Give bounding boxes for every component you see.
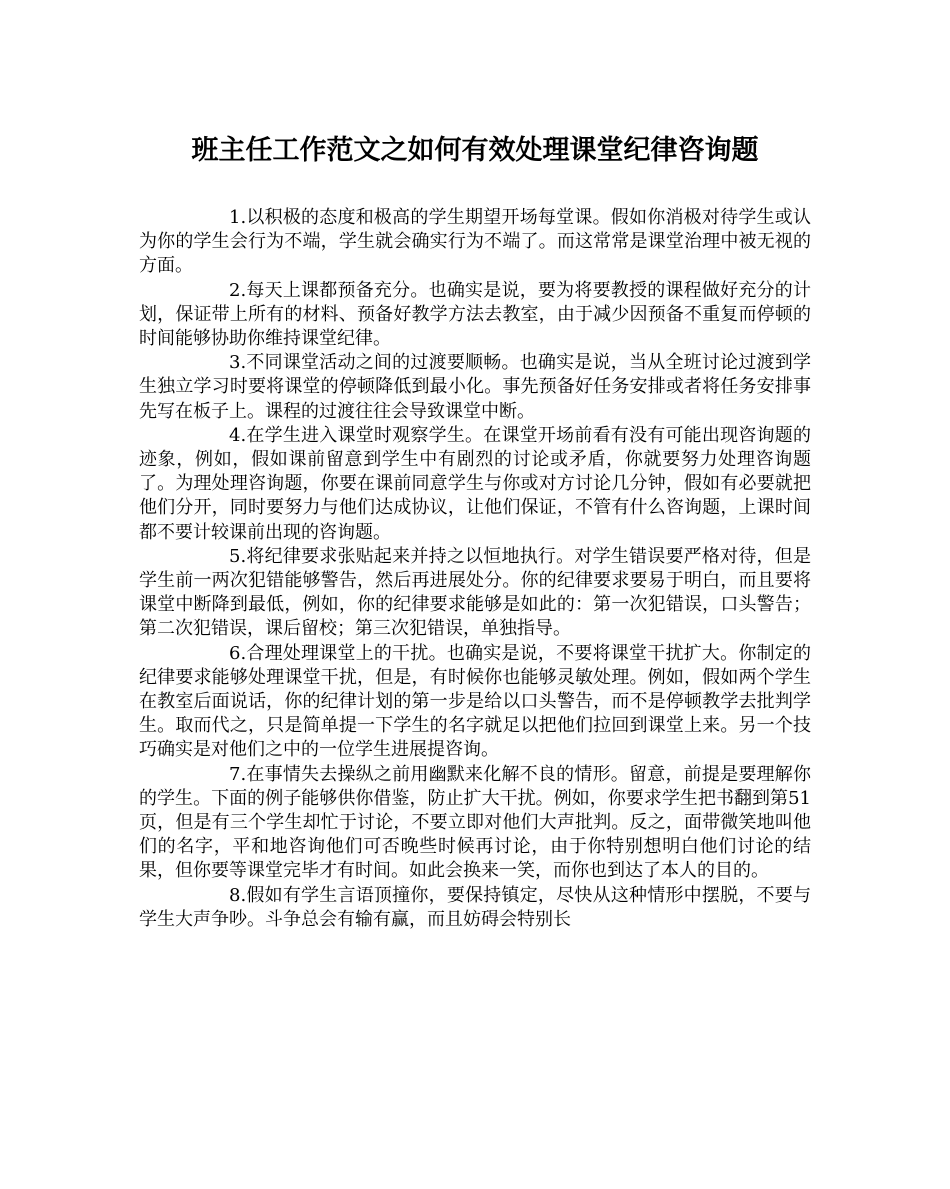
paragraph-8: 8.假如有学生言语顶撞你，要保持镇定，尽快从这种情形中摆脱，不要与学生大声争吵。斗争总会有输有赢，而且妨碍会特别长 <box>139 884 811 930</box>
document-title: 班主任工作范文之如何有效处理课堂纪律咨询题 <box>191 135 759 166</box>
paragraph-4: 4.在学生进入课堂时观察学生。在课堂开场前看有没有可能出现咨询题的迹象，例如，假如课前留意到学生中有剧烈的讨论或矛盾，你就要努力处理咨询题了。为理处理咨询题，你要在课前同意学生与你或对方讨论几分钟，假如有必要就把他们分开，同时要努力与他们达成协议，让他们保证，不管有什么咨询题，上课时间都不要计较课前出现的咨询题。 <box>139 424 811 543</box>
paragraph-7: 7.在事情失去操纵之前用幽默来化解不良的情形。留意，前提是要理解你的学生。下面的例子能够供你借鉴，防止扩大干扰。例如，你要求学生把书翻到第51页，但是有三个学生却忙于讨论，不要立即对他们大声批判。反之，面带微笑地叫他们的名字，平和地咨询他们可否晚些时候再讨论，由于你特别想明白他们讨论的结果，但你要等课堂完毕才有时间。如此会换来一笑，而你也到达了本人的目的。 <box>139 763 811 882</box>
paragraph-1: 1.以积极的态度和极高的学生期望开场每堂课。假如你消极对待学生或认为你的学生会行为不端，学生就会确实行为不端了。而这常常是课堂治理中被无视的方面。 <box>139 207 811 277</box>
paragraph-3: 3.不同课堂活动之间的过渡要顺畅。也确实是说，当从全班讨论过渡到学生独立学习时要将课堂的停顿降低到最小化。事先预备好任务安排或者将任务安排事先写在板子上。课程的过渡往往会导致课堂中断。 <box>139 352 811 422</box>
paragraph-6: 6.合理处理课堂上的干扰。也确实是说，不要将课堂干扰扩大。你制定的纪律要求能够处理课堂干扰，但是，有时候你也能够灵敏处理。例如，假如两个学生在教室后面说话，你的纪律计划的第一步是给以口头警告，而不是停顿教学去批判学生。取而代之，只是简单提一下学生的名字就足以把他们拉回到课堂上来。另一个技巧确实是对他们之中的一位学生进展提咨询。 <box>139 642 811 761</box>
paragraph-2: 2.每天上课都预备充分。也确实是说，要为将要教授的课程做好充分的计划，保证带上所有的材料、预备好教学方法去教室，由于减少因预备不重复而停顿的时间能够协助你维持课堂纪律。 <box>139 279 811 350</box>
paragraph-5: 5.将纪律要求张贴起来并持之以恒地执行。对学生错误要严格对待，但是学生前一两次犯错能够警告，然后再进展处分。你的纪律要求要易于明白，而且要将课堂中断降到最低，例如，你的纪律要求能够是如此的：第一次犯错误，口头警告；第二次犯错误，课后留校；第三次犯错误，单独指导。 <box>139 545 811 640</box>
document-body <box>139 206 811 932</box>
